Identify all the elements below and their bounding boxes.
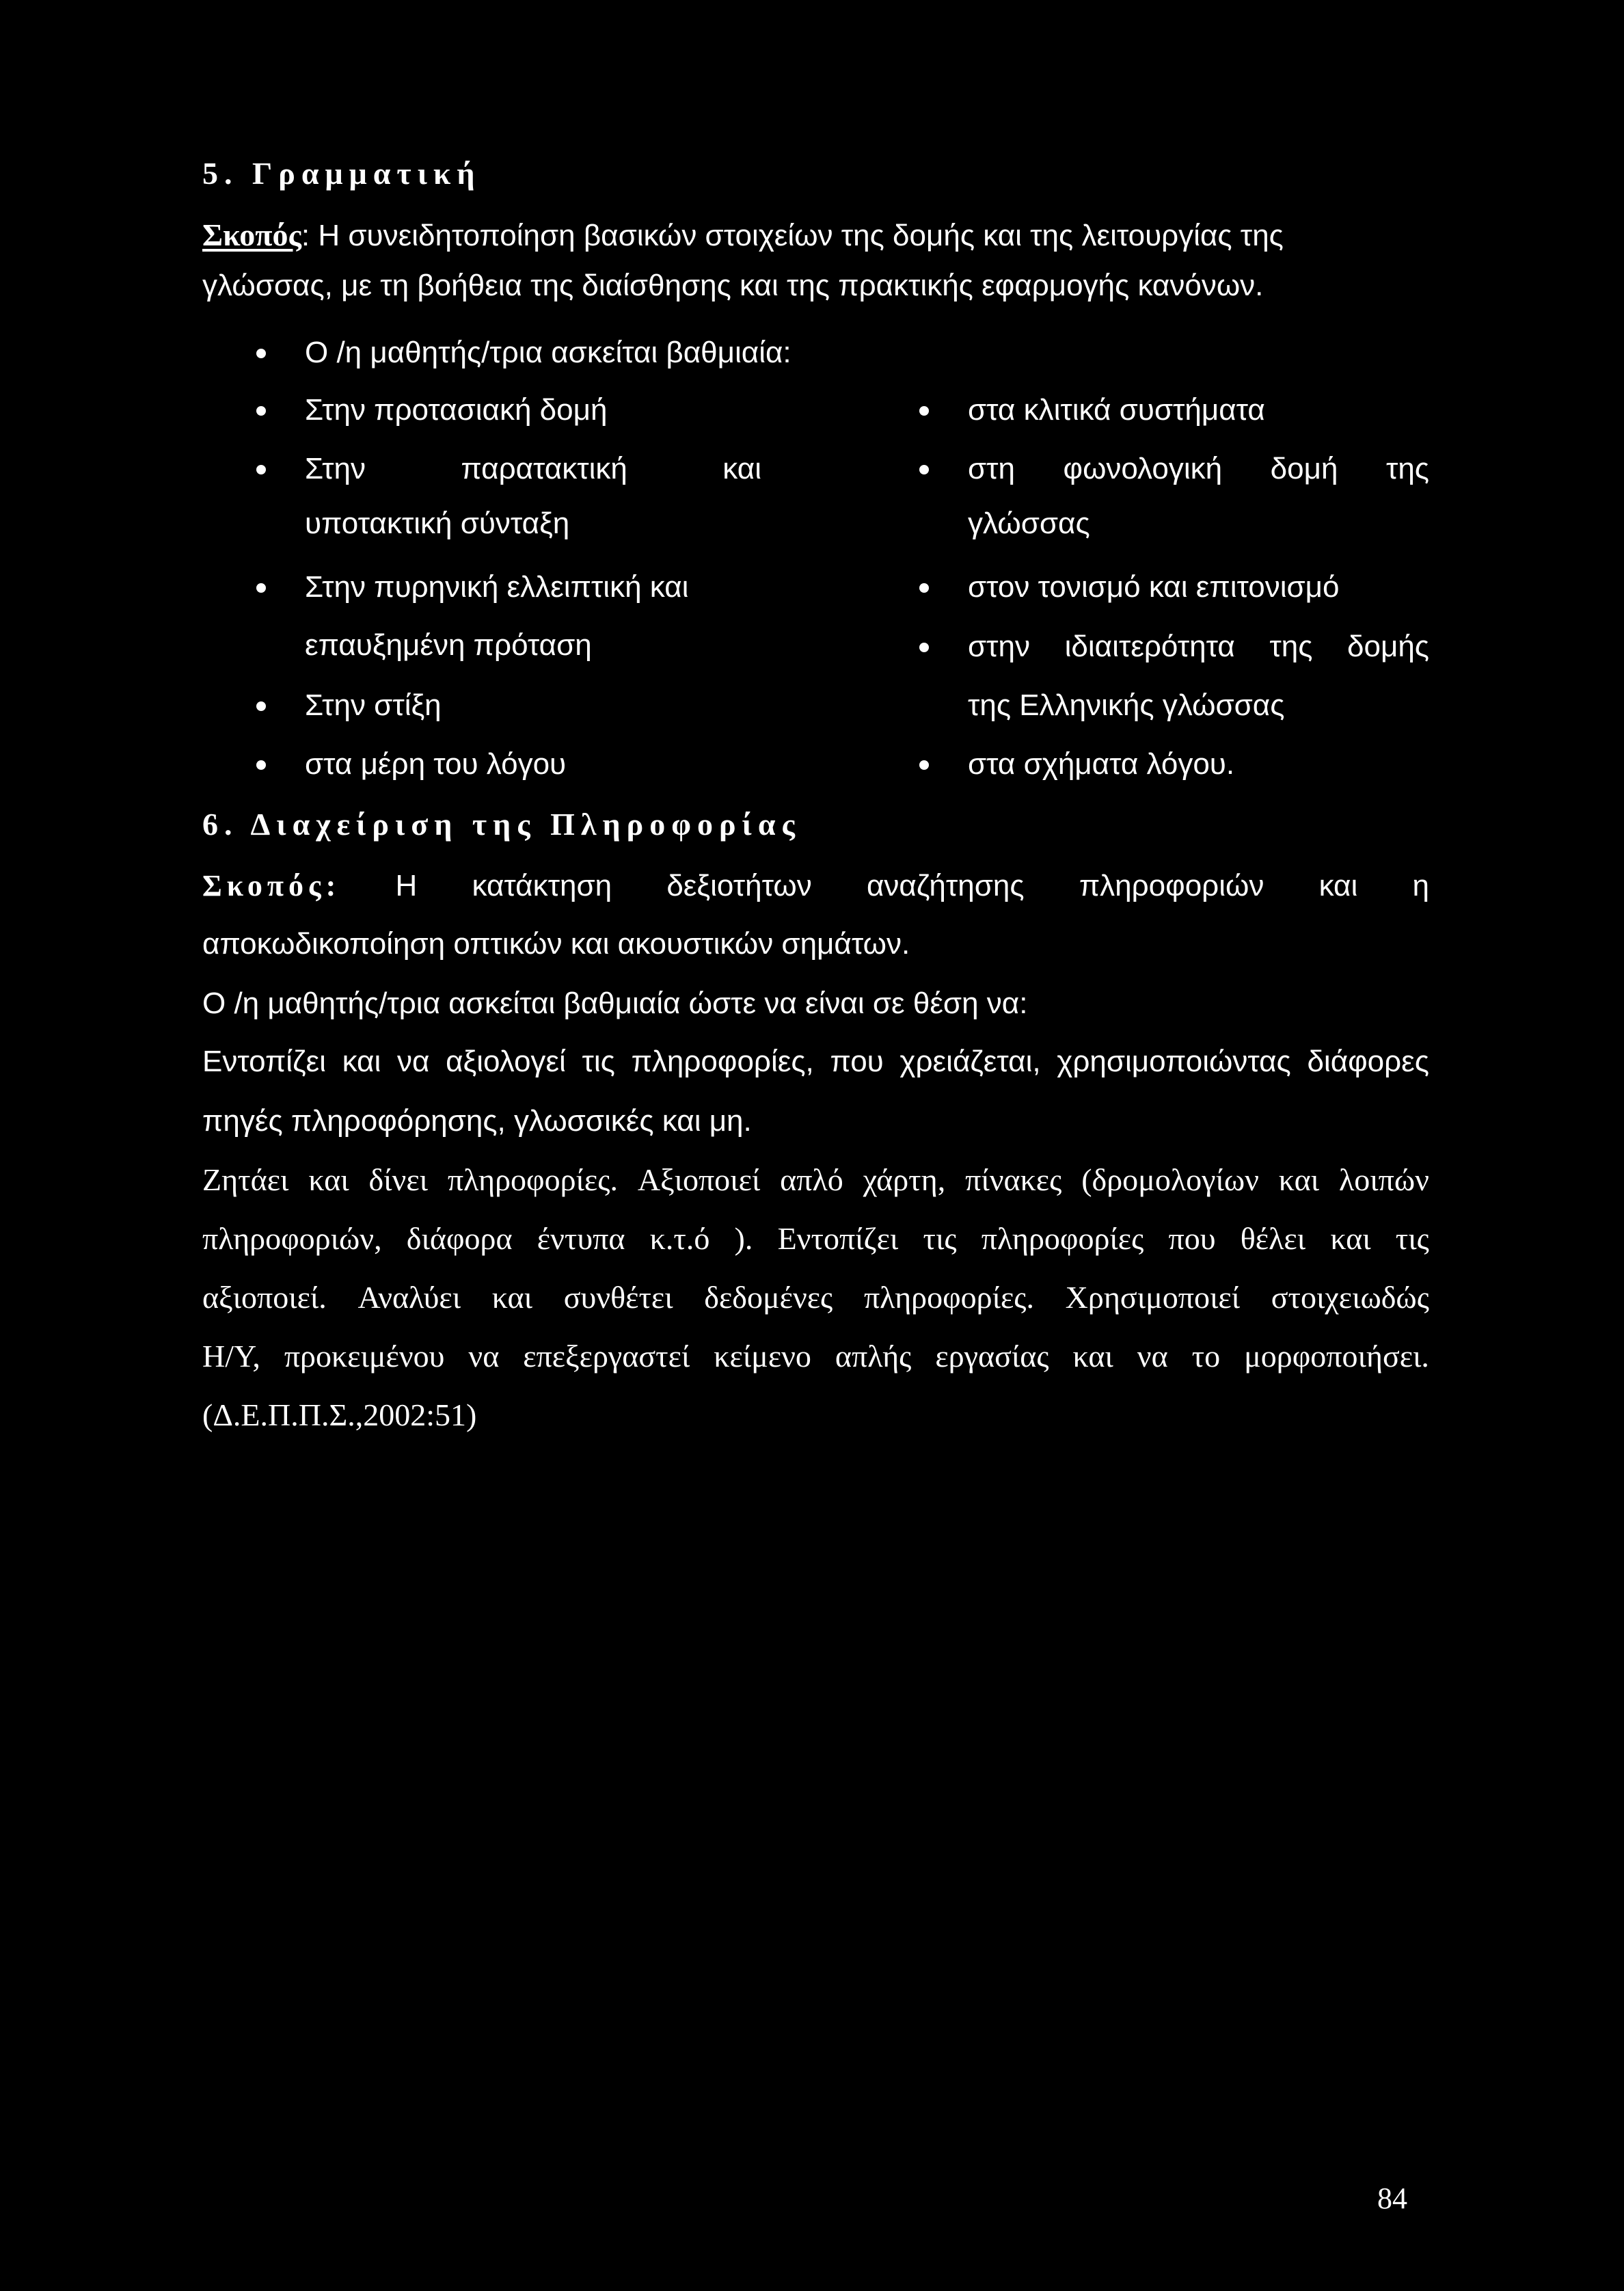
bullet-icon	[919, 643, 929, 652]
left-item-2-line-1	[305, 450, 761, 488]
word: διάφορες	[1307, 1045, 1429, 1078]
word: απλής	[835, 1339, 912, 1374]
word: να	[468, 1339, 500, 1374]
paragraph-2-line-1	[202, 1161, 1429, 1199]
bullet-icon	[256, 349, 266, 358]
word: πληροφορίες,	[631, 1045, 814, 1078]
word: πληροφορίες.	[863, 1280, 1034, 1315]
word: επεξεργαστεί	[523, 1339, 690, 1374]
bullet-icon	[919, 465, 929, 474]
aim-label: Σκοπός	[202, 217, 301, 252]
section-6-aim-line-2: αποκωδικοποίηση οπτικών και ακουστικών σημάτων.	[202, 927, 910, 961]
word: πίνακες	[965, 1162, 1062, 1197]
word: χρειάζεται,	[899, 1045, 1041, 1078]
word: στη	[968, 452, 1016, 485]
right-item-3: στον τονισμό και επιτονισμό	[968, 570, 1340, 604]
right-item-4-line-2: της Ελληνικής γλώσσας	[968, 688, 1285, 722]
word: και	[1330, 1221, 1371, 1256]
left-item-3-line-1: Στην πυρηνική ελλειπτική και	[305, 570, 689, 604]
right-item-5: στα σχήματα λόγου.	[968, 747, 1235, 781]
section-5-aim-line-1	[202, 216, 1429, 255]
word: τις	[923, 1221, 957, 1256]
word: κείμενο	[714, 1339, 811, 1374]
word: πληροφοριών,	[202, 1221, 382, 1256]
paragraph-1-line-2: πηγές πληροφόρησης, γλωσσικές και μη.	[202, 1104, 752, 1138]
word: δεδομένες	[704, 1280, 833, 1315]
word: Αξιοποιεί	[637, 1162, 761, 1197]
word: και	[308, 1162, 349, 1197]
section-6-intro: Ο /η μαθητής/τρια ασκείται βαθμιαία ώστε να είναι σε θέση να:	[202, 987, 1028, 1020]
bullet-icon	[256, 583, 266, 593]
word: συνθέτει	[563, 1280, 673, 1315]
word: τις	[1395, 1221, 1429, 1256]
word: Εντοπίζει	[202, 1045, 326, 1078]
word: πληροφοριών	[1079, 869, 1264, 902]
word: η	[1412, 869, 1429, 902]
word: και	[1318, 869, 1358, 902]
aim-label: Σκοπός:	[202, 869, 341, 902]
word: προκειμένου	[284, 1339, 445, 1374]
section-6-heading: 6. Διαχείριση της Πληροφορίας	[202, 807, 801, 842]
word: Ζητάει	[202, 1162, 289, 1197]
left-item-5: στα μέρη του λόγου	[305, 747, 567, 781]
word: διάφορα	[406, 1221, 513, 1256]
word: εργασίας	[935, 1339, 1049, 1374]
right-item-2-line-1	[968, 450, 1429, 488]
word: και	[722, 452, 761, 485]
word: ιδιαιτερότητα	[1064, 630, 1235, 663]
word: της	[1385, 452, 1429, 485]
word: πληροφορίες	[981, 1221, 1144, 1256]
bullet-icon	[919, 583, 929, 593]
section-5-aim-line-2: γλώσσας, με τη βοήθεια της διαίσθησης και της πρακτικής εφαρμογής κανόνων.	[202, 269, 1264, 302]
paragraph-2-line-3	[202, 1278, 1429, 1317]
word: Η/Υ,	[202, 1339, 260, 1374]
word: έντυπα	[537, 1221, 625, 1256]
word: και	[1278, 1162, 1320, 1197]
word: να	[1137, 1339, 1168, 1374]
aim-text: : Η συνειδητοποίηση βασικών στοιχείων της δομής και της λειτουργίας της	[301, 219, 1284, 252]
bullet-icon	[919, 406, 929, 416]
bullet-icon	[256, 465, 266, 474]
word: λοιπών	[1338, 1162, 1429, 1197]
left-item-3-line-2: επαυξημένη πρόταση	[305, 628, 592, 662]
left-item-4: Στην στίξη	[305, 688, 442, 722]
word: και	[491, 1280, 533, 1315]
word: της	[1269, 630, 1313, 663]
word: αξιολογεί	[446, 1045, 566, 1078]
section-6-aim-line-1	[202, 867, 1429, 905]
left-item-1: Στην προτασιακή δομή	[305, 393, 608, 427]
word: (δρομολογίων	[1081, 1162, 1259, 1197]
paragraph-2-citation: (Δ.Ε.Π.Π.Σ.,2002:51)	[202, 1397, 477, 1432]
word: αναζήτησης	[866, 869, 1025, 902]
right-item-1: στα κλιτικά συστήματα	[968, 393, 1265, 427]
word: στην	[968, 630, 1031, 663]
word: κ.τ.ό	[649, 1221, 710, 1256]
word: μορφοποιήσει.	[1244, 1339, 1429, 1374]
word: παρατακτική	[461, 452, 627, 485]
right-item-2-line-2: γλώσσας	[968, 507, 1090, 540]
word: δίνει	[368, 1162, 429, 1197]
paragraph-2-line-4	[202, 1337, 1429, 1376]
left-item-2-line-2: υποτακτική σύνταξη	[305, 507, 570, 540]
word: και	[1072, 1339, 1113, 1374]
intro-bullet-text: Ο /η μαθητής/τρια ασκείται βαθμιαία:	[305, 336, 791, 369]
word: φωνολογική	[1063, 452, 1223, 485]
word: Χρησιμοποιεί	[1065, 1280, 1241, 1315]
paragraph-1-line-1	[202, 1043, 1429, 1081]
word: και	[342, 1045, 381, 1078]
bullet-icon	[256, 760, 266, 770]
word: που	[1168, 1221, 1216, 1256]
bullet-icon	[256, 406, 266, 416]
word: να	[396, 1045, 430, 1078]
word: Αναλύει	[357, 1280, 461, 1315]
word: Εντοπίζει	[777, 1221, 899, 1256]
word: που	[830, 1045, 884, 1078]
word: απλό	[780, 1162, 843, 1197]
word: Στην	[305, 452, 366, 485]
word: Η	[395, 869, 418, 902]
word: χρησιμοποιώντας	[1057, 1045, 1291, 1078]
word: κατάκτηση	[472, 869, 612, 902]
word: στοιχειωδώς	[1271, 1280, 1429, 1315]
word: τις	[582, 1045, 615, 1078]
word: θέλει	[1240, 1221, 1306, 1256]
paragraph-2-line-2	[202, 1220, 1429, 1258]
bullet-icon	[256, 701, 266, 711]
word: δομή	[1270, 452, 1338, 485]
page-number: 84	[1377, 2182, 1407, 2215]
word: δομής	[1347, 630, 1429, 663]
word: το	[1191, 1339, 1221, 1374]
section-5-heading: 5. Γραμματική	[202, 156, 481, 191]
word: πληροφορίες.	[447, 1162, 618, 1197]
word: χάρτη,	[863, 1162, 946, 1197]
word: ).	[734, 1221, 753, 1256]
word: αξιοποιεί.	[202, 1280, 327, 1315]
bullet-icon	[919, 760, 929, 770]
right-item-4-line-1	[968, 628, 1429, 666]
word: δεξιοτήτων	[666, 869, 812, 902]
